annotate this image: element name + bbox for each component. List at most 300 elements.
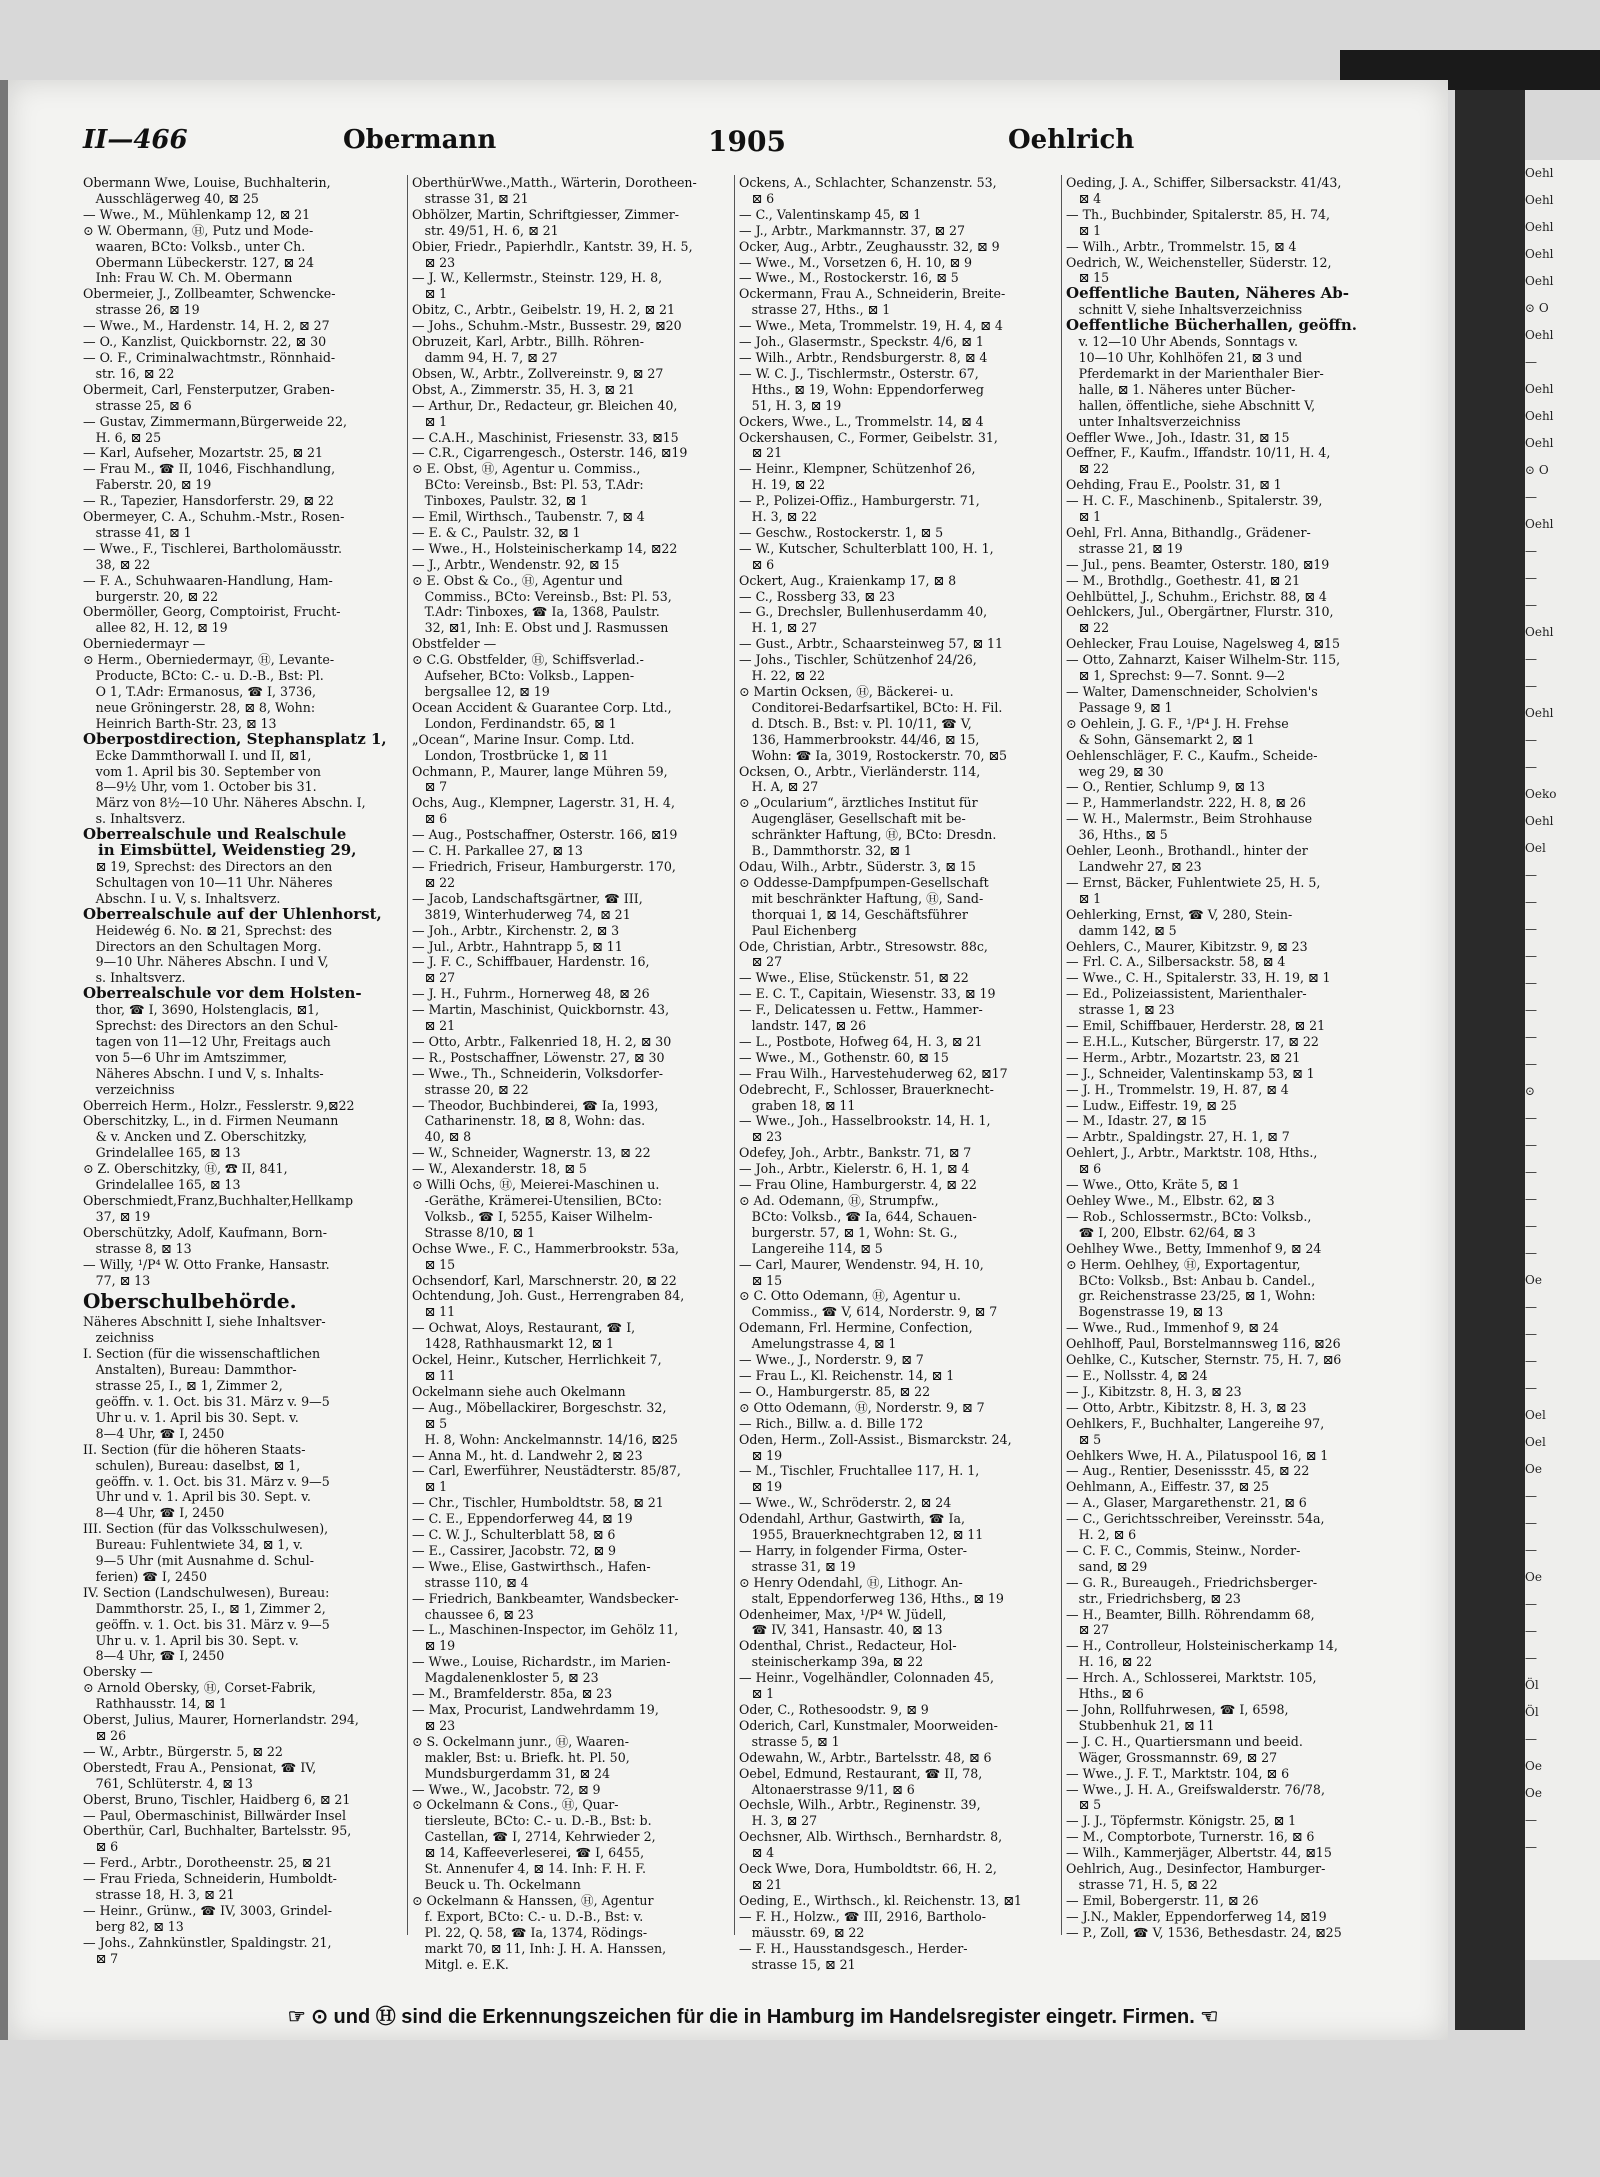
- directory-entry-line: H. 2, ⊠ 6: [1066, 1527, 1137, 1543]
- directory-entry-line: ferien) ☎ I, 2450: [83, 1568, 207, 1584]
- next-page-fragment: —: [1525, 1840, 1537, 1854]
- directory-entry-line: 51, H. 3, ⊠ 19: [739, 397, 842, 413]
- directory-entry-line: — Frau Wilh., Harvestehuderweg 62, ⊠17: [739, 1065, 1008, 1081]
- directory-entry-line: — Ernst, Bäcker, Fuhlentwiete 25, H. 5,: [1066, 874, 1321, 890]
- directory-entry-line: — C.R., Cigarrengesch., Osterstr. 146, ⊠19: [412, 445, 688, 461]
- directory-entry-line: ⊠ 4: [739, 1845, 775, 1861]
- directory-entry-line: Ockers, Wwe., L., Trommelstr. 14, ⊠ 4: [739, 413, 984, 429]
- directory-entry-line: H. 22, ⊠ 22: [739, 668, 826, 684]
- directory-entry-line: — Arthur, Dr., Redacteur, gr. Bleichen 40,: [412, 397, 678, 413]
- directory-entry-line: — Wwe., C. H., Spitalerstr. 33, H. 19, ⊠ 1: [1066, 970, 1331, 986]
- directory-entry-line: ⊠ 23: [739, 1129, 783, 1145]
- directory-entry-line: Oehding, Frau E., Poolstr. 31, ⊠ 1: [1066, 477, 1282, 493]
- directory-entry-line: — C. F. C., Commis, Steinw., Norder-: [1066, 1542, 1301, 1558]
- next-page-fragment: Oehl: [1525, 328, 1554, 342]
- directory-entry-line: H. A, ⊠ 27: [739, 779, 819, 795]
- directory-entry-line: — Wwe., Elise, Gastwirthsch., Hafen-: [412, 1558, 651, 1574]
- directory-entry-line: ⊠ 15: [739, 1272, 783, 1288]
- directory-entry-line: gr. Reichenstrasse 23/25, ⊠ 1, Wohn:: [1066, 1288, 1316, 1304]
- directory-entry-line: ⊠ 19: [739, 1479, 783, 1495]
- next-page-fragment: Oehl: [1525, 382, 1554, 396]
- directory-entry-line: Oehlhoff, Paul, Borstelmannsweg 116, ⊠26: [1066, 1336, 1341, 1352]
- directory-entry-line: — O. F., Criminalwachtmstr., Rönnhaid-: [83, 349, 336, 365]
- directory-entry-line: Rathhausstr. 14, ⊠ 1: [83, 1696, 228, 1712]
- directory-entry-line: thor, ☎ I, 3690, Holstenglacis, ⊠1,: [83, 1002, 320, 1018]
- directory-entry-line: — A., Glaser, Margarethenstr. 21, ⊠ 6: [1066, 1495, 1307, 1511]
- directory-entry-line: schulen), Bureau: daselbst, ⊠ 1,: [83, 1457, 301, 1473]
- directory-entry-line: ⊠ 15: [412, 1256, 456, 1272]
- column-2: [412, 175, 730, 1972]
- directory-entry-line: Obruzeit, Karl, Arbtr., Billh. Röhren-: [412, 334, 645, 350]
- directory-entry-line: Odefey, Joh., Arbtr., Bankstr. 71, ⊠ 7: [739, 1145, 972, 1161]
- directory-entry-line: — H. C. F., Maschinenb., Spitalerstr. 39,: [1066, 493, 1323, 509]
- directory-entry-line: — Hrch. A., Schlosserei, Marktstr. 105,: [1066, 1670, 1317, 1686]
- directory-entry-line: ⊠ 21: [739, 445, 783, 461]
- directory-entry-line: ⊠ 23: [412, 1717, 456, 1733]
- directory-entry-line: IV. Section (Landschulwesen), Bureau:: [83, 1584, 330, 1600]
- directory-entry-line: 136, Hammerbrookstr. 44/46, ⊠ 15,: [739, 731, 980, 747]
- directory-entry-line: Volksb., ☎ I, 5255, Kaiser Wilhelm-: [412, 1208, 653, 1224]
- directory-entry-line: — C.A.H., Maschinist, Friesenstr. 33, ⊠15: [412, 429, 679, 445]
- directory-entry-line: Oeffentliche Bauten, Näheres Ab-: [1066, 284, 1349, 303]
- directory-entry-line: Oechsle, Wilh., Arbtr., Reginenstr. 39,: [739, 1797, 981, 1813]
- directory-entry-line: Commiss., ☎ V, 614, Norderstr. 9, ⊠ 7: [739, 1304, 998, 1320]
- directory-entry-line: — M., Bramfelderstr. 85a, ⊠ 23: [412, 1686, 613, 1702]
- directory-entry-line: — Wwe., F., Tischlerei, Bartholomäusstr.: [83, 540, 342, 556]
- directory-entry-line: schränkter Haftung, Ⓗ, BCto: Dresdn.: [739, 827, 997, 843]
- directory-entry-line: Abschn. I u. V, s. Inhaltsverz.: [83, 890, 281, 906]
- next-page-fragment: Oel: [1525, 1408, 1546, 1422]
- directory-entry-line: — Aug., Postschaffner, Osterstr. 166, ⊠19: [412, 827, 678, 843]
- directory-entry-line: Obermeier, J., Zollbeamter, Schwencke-: [83, 286, 336, 302]
- directory-entry-line: Oehlers, C., Maurer, Kibitzstr. 9, ⊠ 23: [1066, 938, 1308, 954]
- directory-entry-line: Oberschulbehörde.: [83, 1289, 297, 1314]
- directory-entry-line: Bogenstrasse 19, ⊠ 13: [1066, 1304, 1224, 1320]
- directory-entry-line: — L., Postbote, Hofweg 64, H. 3, ⊠ 21: [739, 1033, 983, 1049]
- directory-entry-line: markt 70, ⊠ 11, Inh: J. H. A. Hanssen,: [412, 1940, 667, 1956]
- directory-entry-line: Ode, Christian, Arbtr., Stresowstr. 88c,: [739, 938, 988, 954]
- directory-entry-line: — Otto, Zahnarzt, Kaiser Wilhelm-Str. 115,: [1066, 652, 1341, 668]
- directory-entry-line: sand, ⊠ 29: [1066, 1558, 1148, 1574]
- directory-entry-line: Bureau: Fuhlentwiete 34, ⊠ 1, v.: [83, 1537, 303, 1553]
- directory-entry-line: ⊙ „Ocularium“, ärztliches Institut für: [739, 795, 978, 811]
- directory-entry-line: Oehlkers Wwe, H. A., Pilatuspool 16, ⊠ 1: [1066, 1447, 1329, 1463]
- next-page-fragment: Oel: [1525, 841, 1546, 855]
- directory-entry-line: Oberschitzky, L., in d. Firmen Neumann: [83, 1113, 339, 1129]
- directory-entry-line: strasse 20, ⊠ 22: [412, 1081, 529, 1097]
- directory-entry-line: 9—10 Uhr. Näheres Abschn. I und V,: [83, 954, 329, 970]
- directory-entry-line: Ecke Dammthorwall I. und II, ⊠1,: [83, 747, 312, 763]
- next-page-fragment: —: [1525, 895, 1537, 909]
- directory-entry-line: ⊙ Willi Ochs, Ⓗ, Meierei-Maschinen u.: [412, 1177, 660, 1193]
- next-page-fragment: —: [1525, 1651, 1537, 1665]
- next-page-fragment: Oehl: [1525, 706, 1554, 720]
- directory-entry-line: — Carl, Ewerführer, Neustädterstr. 85/87,: [412, 1463, 681, 1479]
- directory-entry-line: — Wwe., M., Vorsetzen 6, H. 10, ⊠ 9: [739, 254, 973, 270]
- next-page-fragment: Oehl: [1525, 274, 1554, 288]
- directory-entry-line: H. 1, ⊠ 27: [739, 620, 818, 636]
- next-page-fragment: —: [1525, 1381, 1537, 1395]
- directory-entry-line: — Carl, Maurer, Wendenstr. 94, H. 10,: [739, 1256, 984, 1272]
- directory-entry-line: 9—5 Uhr (mit Ausnahme d. Schul-: [83, 1553, 314, 1569]
- directory-entry-line: Oberthür, Carl, Buchhalter, Bartelsstr. 95,: [83, 1823, 352, 1839]
- next-page-fragment: —: [1525, 490, 1537, 504]
- directory-entry-line: London, Ferdinandstr. 65, ⊠ 1: [412, 715, 617, 731]
- directory-entry-line: Altonaerstrasse 9/11, ⊠ 6: [739, 1781, 915, 1797]
- directory-entry-line: Oberrealschule vor dem Holsten-: [83, 984, 362, 1003]
- directory-entry-line: Landwehr 27, ⊠ 23: [1066, 858, 1202, 874]
- directory-entry-line: — P., Hammerlandstr. 222, H. 8, ⊠ 26: [1066, 795, 1306, 811]
- directory-entry-line: — Anna M., ht. d. Landwehr 2, ⊠ 23: [412, 1447, 643, 1463]
- directory-entry-line: Beuck u. Th. Ockelmann: [412, 1876, 581, 1892]
- directory-entry-line: strasse 110, ⊠ 4: [412, 1574, 529, 1590]
- directory-entry-line: ⊠ 6: [739, 556, 775, 572]
- directory-entry-line: Paul Eichenberg: [739, 922, 857, 938]
- directory-entry-line: B., Dammthorstr. 32, ⊠ 1: [739, 843, 912, 859]
- directory-entry-line: ⊙ E. Obst, Ⓗ, Agentur u. Commiss.,: [412, 461, 641, 477]
- next-page-fragment: —: [1525, 868, 1537, 882]
- directory-entry-line: Ocean Accident & Guarantee Corp. Ltd.,: [412, 699, 672, 715]
- directory-entry-line: ⊙ Ockelmann & Hanssen, Ⓗ, Agentur: [412, 1892, 654, 1908]
- directory-entry-line: Oehlerking, Ernst, ☎ V, 280, Stein-: [1066, 906, 1293, 922]
- directory-entry-line: — C. E., Eppendorferweg 44, ⊠ 19: [412, 1511, 633, 1527]
- next-page-fragment: Oehl: [1525, 166, 1554, 180]
- directory-entry-line: ⊙ S. Ockelmann junr., Ⓗ, Waaren-: [412, 1733, 629, 1749]
- directory-entry-line: Ockermann, Frau A., Schneiderin, Breite-: [739, 286, 1006, 302]
- next-page-fragment: Oehl: [1525, 517, 1554, 531]
- directory-entry-line: — Heinr., Grünw., ☎ IV, 3003, Grindel-: [83, 1902, 333, 1918]
- next-page-fragment: —: [1525, 1813, 1537, 1827]
- directory-entry-line: ⊠ 1, Sprechst: 9—7. Sonnt. 9—2: [1066, 668, 1286, 684]
- directory-entry-line: Strasse 8/10, ⊠ 1: [412, 1224, 536, 1240]
- directory-entry-line: II. Section (für die höheren Staats-: [83, 1441, 306, 1457]
- directory-entry-line: Commiss., BCto: Vereinsb., Bst: Pl. 53,: [412, 588, 672, 604]
- directory-entry-line: — Otto, Arbtr., Kibitzstr. 8, H. 3, ⊠ 23: [1066, 1399, 1307, 1415]
- directory-entry-line: f. Export, BCto: C.- u. D.-B., Bst: v.: [412, 1908, 644, 1924]
- directory-entry-line: s. Inhaltsverz.: [83, 970, 186, 986]
- directory-entry-line: Wohn: ☎ Ia, 3019, Rostockerstr. 70, ⊠5: [739, 747, 1008, 763]
- directory-entry-line: ⊠ 7: [412, 779, 448, 795]
- directory-entry-line: damm 94, H. 7, ⊠ 27: [412, 349, 558, 365]
- directory-entry-line: Oberreich Herm., Holzr., Fesslerstr. 9,⊠22: [83, 1097, 355, 1113]
- directory-entry-line: chaussee 6, ⊠ 23: [412, 1606, 534, 1622]
- directory-entry-line: strasse 18, H. 3, ⊠ 21: [83, 1887, 235, 1903]
- directory-entry-line: ⊠ 21: [739, 1876, 783, 1892]
- directory-entry-line: — Th., Buchbinder, Spitalerstr. 85, H. 74,: [1066, 206, 1331, 222]
- directory-entry-line: — Frau L., Kl. Reichenstr. 14, ⊠ 1: [739, 1367, 955, 1383]
- next-page-fragment: —: [1525, 1219, 1537, 1233]
- next-page-fragment: Oe: [1525, 1759, 1542, 1773]
- directory-entry-line: 77, ⊠ 13: [83, 1272, 151, 1288]
- directory-entry-line: — R., Tapezier, Hansdorferstr. 29, ⊠ 22: [83, 493, 334, 509]
- next-page-fragment: —: [1525, 598, 1537, 612]
- directory-entry-line: & Sohn, Gänsemarkt 2, ⊠ 1: [1066, 731, 1255, 747]
- directory-entry-line: Pferdemarkt in der Marienthaler Bier-: [1066, 365, 1324, 381]
- directory-entry-line: — Geschw., Rostockerstr. 1, ⊠ 5: [739, 524, 944, 540]
- directory-entry-line: strasse 31, ⊠ 21: [412, 190, 529, 206]
- directory-entry-line: Odenthal, Christ., Redacteur, Hol-: [739, 1638, 957, 1654]
- directory-entry-line: — Joh., Arbtr., Kielerstr. 6, H. 1, ⊠ 4: [739, 1161, 970, 1177]
- directory-entry-line: — Frau Frieda, Schneiderin, Humboldt-: [83, 1871, 337, 1887]
- directory-entry-line: ⊠ 4: [1066, 190, 1102, 206]
- directory-entry-line: Catharinenstr. 18, ⊠ 8, Wohn: das.: [412, 1113, 646, 1129]
- directory-entry-line: — F. H., Hausstandsgesch., Herder-: [739, 1940, 968, 1956]
- directory-entry-line: Obersky —: [83, 1664, 153, 1680]
- directory-entry-line: Langereihe 114, ⊠ 5: [739, 1240, 883, 1256]
- directory-entry-line: Inh: Frau W. Ch. M. Obermann: [83, 270, 293, 286]
- directory-entry-line: — Wwe., W., Schröderstr. 2, ⊠ 24: [739, 1495, 952, 1511]
- directory-entry-line: Oden, Herm., Zoll-Assist., Bismarckstr. 24,: [739, 1431, 1012, 1447]
- next-page-fragment: —: [1525, 1516, 1537, 1530]
- directory-entry-line: — Max, Procurist, Landwehrdamm 19,: [412, 1702, 659, 1717]
- directory-entry-line: Directors an den Schultagen Morg.: [83, 938, 322, 954]
- directory-entry-line: ⊙ C.G. Obstfelder, Ⓗ, Schiffsverlad.-: [412, 652, 644, 668]
- directory-entry-line: ⊠ 5: [1066, 1797, 1102, 1813]
- directory-entry-line: BCto: Volksb., ☎ Ia, 644, Schauen-: [739, 1208, 977, 1224]
- directory-entry-line: — H., Beamter, Billh. Röhrendamm 68,: [1066, 1606, 1315, 1622]
- directory-entry-line: ⊠ 6: [739, 190, 775, 206]
- directory-entry-line: waaren, BCto: Volksb., unter Ch.: [83, 238, 306, 254]
- directory-entry-line: Ockens, A., Schlachter, Schanzenstr. 53,: [739, 175, 997, 190]
- directory-entry-line: ⊙ Ockelmann & Cons., Ⓗ, Quar-: [412, 1797, 619, 1813]
- directory-entry-line: — Herm., Arbtr., Mozartstr. 23, ⊠ 21: [1066, 1049, 1301, 1065]
- directory-entry-line: — Wwe., Th., Schneiderin, Volksdorfer-: [412, 1065, 664, 1081]
- directory-entry-line: 1955, Brauerknechtgraben 12, ⊠ 11: [739, 1527, 984, 1543]
- next-page-margin: [1525, 160, 1600, 1960]
- directory-entry-line: — Wwe., Meta, Trommelstr. 19, H. 4, ⊠ 4: [739, 318, 1003, 334]
- directory-entry-line: Odenheimer, Max, ¹/P⁴ W. Jüdell,: [739, 1606, 947, 1622]
- directory-entry-line: vom 1. April bis 30. September von: [83, 763, 322, 779]
- directory-entry-line: — R., Postschaffner, Löwenstr. 27, ⊠ 30: [412, 1049, 665, 1065]
- directory-entry-line: — E., Cassirer, Jacobstr. 72, ⊠ 9: [412, 1542, 617, 1558]
- next-page-fragment: —: [1525, 1030, 1537, 1044]
- directory-entry-line: steinischerkamp 39a, ⊠ 22: [739, 1654, 924, 1670]
- directory-entry-line: Obst, A., Zimmerstr. 35, H. 3, ⊠ 21: [412, 381, 635, 397]
- directory-entry-line: Oberst, Bruno, Tischler, Haidberg 6, ⊠ 21: [83, 1791, 351, 1807]
- directory-entry-line: Uhr u. v. 1. April bis 30. Sept. v.: [83, 1632, 299, 1648]
- directory-entry-line: — Johs., Zahnkünstler, Spaldingstr. 21,: [83, 1934, 332, 1950]
- directory-entry-line: Oberrealschule auf der Uhlenhorst,: [83, 904, 382, 923]
- directory-entry-line: & v. Ancken und Z. Oberschitzky,: [83, 1129, 307, 1145]
- directory-entry-line: — Wwe., M., Mühlenkamp 12, ⊠ 21: [83, 206, 311, 222]
- directory-entry-line: — Wilh., Arbtr., Rendsburgerstr. 8, ⊠ 4: [739, 349, 988, 365]
- directory-entry-line: Oehlecker, Frau Louise, Nagelsweg 4, ⊠15: [1066, 636, 1340, 652]
- directory-entry-line: — Otto, Arbtr., Falkenried 18, H. 2, ⊠ 30: [412, 1033, 672, 1049]
- next-page-fragment: Oehl: [1525, 814, 1554, 828]
- directory-entry-line: 10—10 Uhr, Kohlhöfen 21, ⊠ 3 und: [1066, 349, 1303, 365]
- directory-entry-line: Ochtendung, Joh. Gust., Herrengraben 84,: [412, 1288, 685, 1304]
- directory-entry-line: — Ludw., Eiffestr. 19, ⊠ 25: [1066, 1097, 1237, 1113]
- directory-entry-line: d. Dtsch. B., Bst: v. Pl. 10/11, ☎ V,: [739, 715, 972, 731]
- directory-entry-line: ⊠ 1: [739, 1686, 775, 1702]
- directory-entry-line: Ochse Wwe., F. C., Hammerbrookstr. 53a,: [412, 1240, 680, 1256]
- directory-entry-line: ⊠ 19, Sprechst: des Directors an den: [83, 858, 333, 874]
- directory-entry-line: — E. C. T., Capitain, Wiesenstr. 33, ⊠ 19: [739, 986, 996, 1002]
- next-page-fragment: Öl: [1525, 1705, 1539, 1719]
- page-number: II—466: [83, 125, 188, 155]
- directory-entry-line: — Heinr., Klempner, Schützenhof 26,: [739, 461, 976, 477]
- directory-entry-line: Anstalten), Bureau: Dammthor-: [83, 1362, 297, 1378]
- directory-entry-line: Uhr und v. 1. April bis 30. Sept. v.: [83, 1489, 311, 1505]
- directory-entry-line: 3819, Winterhuderweg 74, ⊠ 21: [412, 906, 631, 922]
- directory-entry-line: H. 16, ⊠ 22: [1066, 1654, 1153, 1670]
- directory-entry-line: — J., Schneider, Valentinskamp 53, ⊠ 1: [1066, 1065, 1315, 1081]
- directory-entry-line: — Ochwat, Aloys, Restaurant, ☎ I,: [412, 1320, 636, 1336]
- directory-entry-line: H. 8, Wohn: Anckelmannstr. 14/16, ⊠25: [412, 1431, 678, 1447]
- directory-entry-line: Ockert, Aug., Kraienkamp 17, ⊠ 8: [739, 572, 957, 588]
- directory-entry-line: ⊙ Oehlein, J. G. F., ¹/P⁴ J. H. Frehse: [1066, 715, 1289, 731]
- directory-entry-line: geöffn. v. 1. Oct. bis 31. März v. 9—5: [83, 1616, 330, 1632]
- directory-entry-line: Näheres Abschn. I und V, s. Inhalts-: [83, 1065, 324, 1081]
- directory-entry-line: ⊠ 26: [83, 1728, 127, 1743]
- directory-entry-line: Grindelallee 165, ⊠ 13: [83, 1145, 241, 1161]
- directory-entry-line: s. Inhaltsverz.: [83, 811, 186, 827]
- directory-entry-line: — M., Tischler, Fruchtallee 117, H. 1,: [739, 1463, 980, 1479]
- directory-entry-line: Aufseher, BCto: Volksb., Lappen-: [412, 668, 635, 684]
- directory-entry-line: — C. H. Parkallee 27, ⊠ 13: [412, 843, 583, 859]
- directory-entry-line: strasse 26, ⊠ 19: [83, 302, 200, 318]
- directory-entry-line: Oeck Wwe, Dora, Humboldtstr. 66, H. 2,: [739, 1861, 997, 1877]
- next-page-fragment: Oe: [1525, 1273, 1542, 1287]
- directory-entry-line: Ockershausen, C., Former, Geibelstr. 31,: [739, 429, 998, 445]
- directory-entry-line: zeichniss: [83, 1330, 154, 1346]
- directory-entry-line: Producte, BCto: C.- u. D.-B., Bst: Pl.: [83, 668, 324, 684]
- directory-entry-line: — Jul., Arbtr., Hahntrapp 5, ⊠ 11: [412, 938, 623, 954]
- directory-entry-line: — J., Arbtr., Markmannstr. 37, ⊠ 27: [739, 222, 966, 238]
- directory-entry-line: ⊠ 1: [1066, 222, 1102, 238]
- directory-entry-line: O 1, T.Adr: Ermanosus, ☎ I, 3736,: [83, 684, 317, 699]
- directory-entry-line: geöffn. v. 1. Oct. bis 31. März v. 9—5: [83, 1473, 330, 1489]
- directory-entry-line: hallen, öffentliche, siehe Abschnitt V,: [1066, 397, 1316, 413]
- next-page-fragment: —: [1525, 976, 1537, 990]
- column-divider: [1061, 175, 1062, 1935]
- directory-entry-line: — J. C. H., Quartiersmann und beeid.: [1066, 1733, 1303, 1749]
- directory-entry-line: ⊙ Ad. Odemann, Ⓗ, Strumpfw.,: [739, 1193, 939, 1208]
- directory-entry-line: bergsallee 12, ⊠ 19: [412, 684, 550, 699]
- directory-entry-line: mäusstr. 69, ⊠ 22: [739, 1924, 865, 1940]
- directory-entry-line: — Emil, Bobergerstr. 11, ⊠ 26: [1066, 1892, 1259, 1908]
- next-page-fragment: —: [1525, 1300, 1537, 1314]
- directory-entry-line: Sprechst: des Directors an den Schul-: [83, 1018, 338, 1034]
- directory-entry-line: — Jul., pens. Beamter, Osterstr. 180, ⊠19: [1066, 556, 1330, 572]
- next-page-fragment: Oe: [1525, 1570, 1542, 1584]
- directory-entry-line: BCto: Vereinsb., Bst: Pl. 53, T.Adr:: [412, 477, 644, 493]
- directory-entry-line: ⊠ 7: [83, 1950, 119, 1966]
- directory-entry-line: 36, Hths., ⊠ 5: [1066, 827, 1168, 843]
- directory-entry-line: H. 6, ⊠ 25: [83, 429, 162, 445]
- directory-entry-line: — Johs., Tischler, Schützenhof 24/26,: [739, 652, 977, 668]
- directory-entry-line: — Gustav, Zimmermann,Bürgerweide 22,: [83, 413, 347, 429]
- directory-entry-line: — Martin, Maschinist, Quickbornstr. 43,: [412, 1002, 670, 1018]
- directory-entry-line: halle, ⊠ 1. Näheres unter Bücher-: [1066, 381, 1296, 397]
- next-page-fragment: —: [1525, 1543, 1537, 1557]
- directory-entry-line: strasse 41, ⊠ 1: [83, 524, 192, 540]
- directory-entry-line: Odemann, Frl. Hermine, Confection,: [739, 1320, 973, 1336]
- directory-entry-line: unter Inhaltsverzeichniss: [1066, 413, 1241, 429]
- directory-entry-line: verzeichniss: [83, 1081, 175, 1097]
- directory-entry-line: ⊠ 1: [412, 413, 448, 429]
- directory-entry-line: — Wwe., H., Holsteinischerkamp 14, ⊠22: [412, 540, 678, 556]
- directory-entry-line: ⊠ 22: [1066, 620, 1110, 636]
- directory-entry-line: — Jacob, Landschaftsgärtner, ☎ III,: [412, 890, 643, 906]
- next-page-fragment: —: [1525, 922, 1537, 936]
- directory-entry-line: Näheres Abschnitt I, siehe Inhaltsver-: [83, 1314, 326, 1330]
- directory-entry-line: ⊠ 1: [1066, 509, 1102, 525]
- next-page-fragment: —: [1525, 1732, 1537, 1746]
- directory-entry-line: strasse 21, ⊠ 19: [1066, 540, 1183, 556]
- directory-entry-line: Stubbenhuk 21, ⊠ 11: [1066, 1717, 1215, 1733]
- directory-entry-line: ⊙ Martin Ocksen, Ⓗ, Bäckerei- u.: [739, 684, 954, 699]
- directory-entry-line: — E., Nollsstr. 4, ⊠ 24: [1066, 1367, 1208, 1383]
- directory-entry-line: — O., Kanzlist, Quickbornstr. 22, ⊠ 30: [83, 334, 327, 350]
- directory-entry-line: ⊠ 23: [412, 254, 456, 270]
- directory-entry-line: 8—4 Uhr, ☎ I, 2450: [83, 1425, 225, 1441]
- next-page-fragment: —: [1525, 1354, 1537, 1368]
- directory-entry-line: — Friedrich, Friseur, Hamburgerstr. 170,: [412, 858, 676, 874]
- directory-entry-line: — F., Delicatessen u. Fettw., Hammer-: [739, 1002, 983, 1018]
- directory-entry-line: Oberpostdirection, Stephansplatz 1,: [83, 729, 387, 748]
- next-page-fragment: —: [1525, 733, 1537, 747]
- next-page-fragment: ⊙ O: [1525, 301, 1549, 315]
- directory-entry-line: ⊠ 1: [1066, 890, 1102, 906]
- directory-entry-line: von 5—6 Uhr im Amtszimmer,: [83, 1049, 287, 1065]
- directory-entry-line: v. 12—10 Uhr Abends, Sonntags v.: [1066, 334, 1299, 350]
- directory-entry-line: Ocker, Aug., Arbtr., Zeughausstr. 32, ⊠ 9: [739, 238, 1000, 254]
- directory-entry-line: landstr. 147, ⊠ 26: [739, 1018, 867, 1034]
- directory-entry-line: London, Trostbrücke 1, ⊠ 11: [412, 747, 609, 763]
- directory-entry-line: Ausschlägerweg 40, ⊠ 25: [83, 190, 259, 206]
- next-page-fragment: Oe: [1525, 1786, 1542, 1800]
- directory-entry-line: burgerstr. 57, ⊠ 1, Wohn: St. G.,: [739, 1224, 958, 1240]
- directory-entry-line: Oechsner, Alb. Wirthsch., Bernhardstr. 8,: [739, 1829, 1003, 1845]
- next-page-fragment: —: [1525, 949, 1537, 963]
- directory-entry-line: Oehlckers, Jul., Obergärtner, Flurstr. 310,: [1066, 604, 1334, 620]
- directory-entry-line: ⊠ 5: [412, 1415, 448, 1431]
- header-year: 1905: [708, 125, 786, 158]
- directory-entry-line: Ockelmann siehe auch Okelmann: [412, 1383, 626, 1399]
- directory-entry-line: ⊙ Z. Oberschitzky, Ⓗ, ☎ II, 841,: [83, 1161, 288, 1177]
- directory-entry-line: — Willy, ¹/P⁴ W. Otto Franke, Hansastr.: [83, 1256, 330, 1272]
- directory-entry-line: Oberrealschule und Realschule: [83, 825, 347, 844]
- next-page-fragment: ⊙: [1525, 1084, 1536, 1098]
- directory-entry-line: — Wwe., J. F. T., Marktstr. 104, ⊠ 6: [1066, 1765, 1290, 1781]
- directory-entry-line: H. 3, ⊠ 22: [739, 509, 818, 525]
- directory-entry-line: Uhr u. v. 1. April bis 30. Sept. v.: [83, 1409, 299, 1425]
- directory-entry-line: — Heinr., Vogelhändler, Colonnaden 45,: [739, 1670, 995, 1686]
- next-page-fragment: —: [1525, 1003, 1537, 1017]
- directory-entry-line: ⊠ 21: [412, 1018, 456, 1034]
- directory-entry-line: ⊠ 15: [1066, 270, 1110, 286]
- directory-entry-line: — Paul, Obermaschinist, Billwärder Insel: [83, 1807, 347, 1823]
- directory-entry-line: ⊙ Herm., Oberniedermayr, Ⓗ, Levante-: [83, 652, 335, 668]
- directory-entry-line: ⊠ 14, Kaffeeverleserei, ☎ I, 6455,: [412, 1845, 645, 1861]
- header-first-entry: Obermann: [343, 125, 497, 155]
- directory-entry-line: 8—9½ Uhr, vom 1. October bis 31.: [83, 779, 317, 795]
- next-page-fragment: Oehl: [1525, 625, 1554, 639]
- directory-entry-line: — Rob., Schlossermstr., BCto: Volksb.,: [1066, 1208, 1312, 1224]
- directory-entry-line: — Wwe., Elise, Stückenstr. 51, ⊠ 22: [739, 970, 969, 986]
- next-page-fragment: Oehl: [1525, 247, 1554, 261]
- directory-entry-line: — Rich., Billw. a. d. Bille 172: [739, 1415, 924, 1431]
- directory-entry-line: — Wwe., Louise, Richardstr., im Marien-: [412, 1654, 671, 1670]
- next-page-fragment: —: [1525, 679, 1537, 693]
- directory-entry-line: ⊙ Herm. Oehlhey, Ⓗ, Exportagentur,: [1066, 1256, 1301, 1272]
- directory-entry-line: Obhölzer, Martin, Schriftgiesser, Zimmer-: [412, 206, 679, 222]
- directory-entry-line: Grindelallee 165, ⊠ 13: [83, 1177, 241, 1193]
- directory-entry-line: ⊠ 1: [412, 286, 448, 302]
- directory-entry-line: Obermann Lübeckerstr. 127, ⊠ 24: [83, 254, 315, 270]
- directory-entry-line: — W., Arbtr., Bürgerstr. 5, ⊠ 22: [83, 1743, 283, 1759]
